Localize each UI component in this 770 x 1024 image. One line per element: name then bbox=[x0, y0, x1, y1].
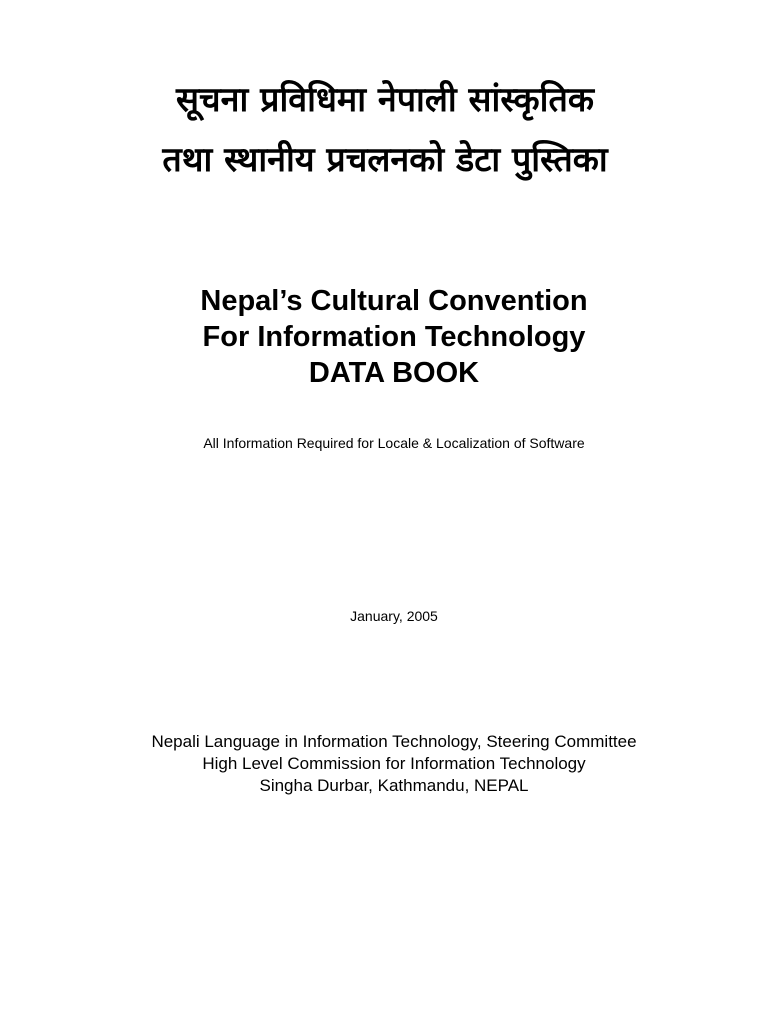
subtitle: All Information Required for Locale & Localization of Software bbox=[203, 435, 585, 451]
nepali-title-line-1: सूचना प्रविधिमा नेपाली सांस्कृतिक bbox=[176, 80, 594, 120]
english-title-line-3: DATA BOOK bbox=[308, 357, 480, 389]
english-title-line-2: For Information Technology bbox=[202, 321, 586, 353]
publisher-line-2: High Level Commission for Information Technology bbox=[202, 754, 586, 773]
publication-date: January, 2005 bbox=[350, 608, 438, 624]
nepali-title-line-2: तथा स्थानीय प्रचलनको डेटा पुस्तिका bbox=[162, 140, 608, 180]
english-title-line-1: Nepal’s Cultural Convention bbox=[200, 285, 588, 317]
publisher-line-1: Nepali Language in Information Technology, Steering Committee bbox=[151, 732, 637, 751]
publisher-line-3: Singha Durbar, Kathmandu, NEPAL bbox=[259, 776, 529, 795]
